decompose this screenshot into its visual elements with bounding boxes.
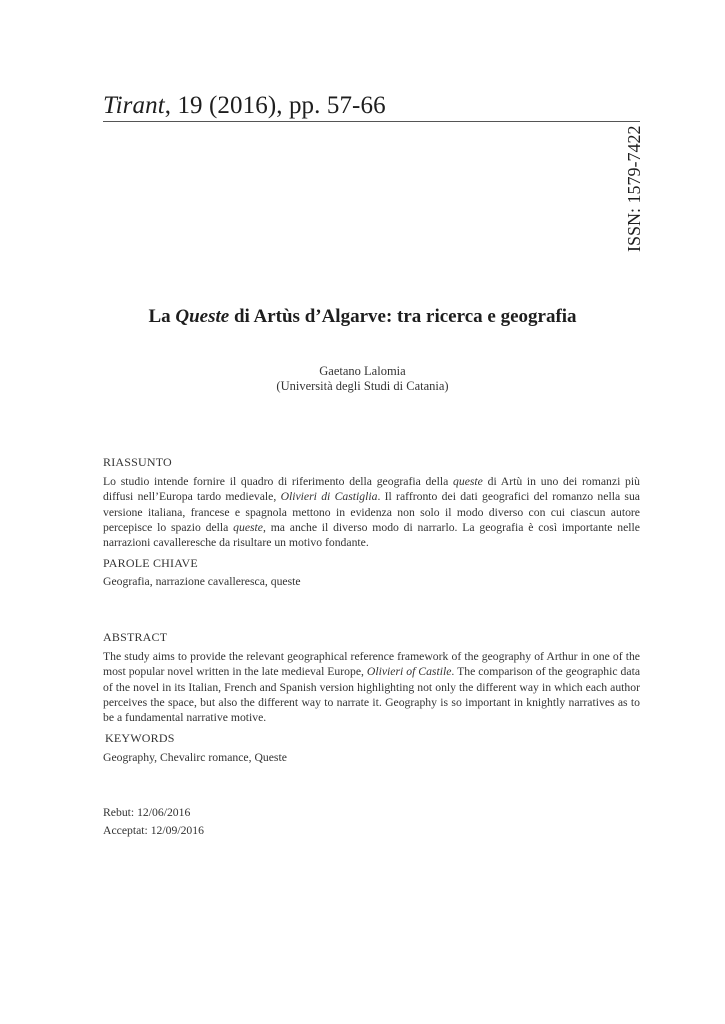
text-run: di Artù in uno dei romanzi più diffusi nell’Europa tardo medievale,	[103, 475, 640, 504]
text-run-italic: Olivieri di Castiglia	[280, 490, 378, 504]
journal-citation-header	[103, 92, 386, 120]
article-title	[0, 306, 725, 328]
date-accepted: Acceptat: 12/09/2016	[103, 824, 204, 837]
author-name: Gaetano Lalomia	[319, 364, 406, 378]
text-run: The study aims to provide the relevant geographical reference framework of the geography of Arthur in one of the most popular novel written in the late medieval Europe,	[103, 650, 640, 679]
text-run: . Il raffronto dei dati geografici del romanzo nella sua versione italiana, francese e spagnola mettono in evidenza non solo il modo diverso con cui ciascun autore percepisce lo spazio della	[103, 490, 640, 534]
text-run: . The comparison of the geographic data of the novel in its Italian, French and Spanish version highlighting not only the different way in which each author perceives the space, but also the different way to narrate it. Geography is so important in knightly narratives as to be a fundamental narrative motive.	[103, 665, 641, 725]
keywords-text: Geography, Chevalirc romance, Queste	[103, 751, 287, 764]
parole-chiave-text: Geografia, narrazione cavalleresca, queste	[103, 575, 301, 588]
abstract-paragraph	[103, 649, 640, 725]
abstract-heading: ABSTRACT	[103, 630, 168, 644]
text-run-italic: Olivieri of Castile	[366, 665, 452, 679]
riassunto-paragraph	[103, 474, 640, 550]
riassunto-heading: RIASSUNTO	[103, 455, 172, 469]
journal-volume-pages: , 19 (2016), pp. 57-66	[164, 92, 386, 119]
header-divider	[103, 121, 640, 122]
keywords-heading: KEYWORDS	[105, 731, 175, 745]
text-run: , ma anche il diverso modo di narrarlo. La geografia è così importante nelle narrazioni cavalleresche da risultare un motivo fondante.	[103, 520, 640, 550]
title-italic-part: Queste	[175, 306, 230, 327]
author-affiliation: (Università degli Studi di Catania)	[276, 379, 449, 393]
journal-name: Tirant	[103, 92, 165, 119]
text-run-italic: queste	[453, 475, 483, 488]
date-received: Rebut: 12/06/2016	[103, 806, 191, 819]
title-part: La	[148, 306, 176, 327]
parole-chiave-heading: PAROLE CHIAVE	[103, 556, 198, 570]
issn-text: ISSN: 1579-7422	[624, 125, 644, 252]
text-run: Lo studio intende fornire il quadro di riferimento della geografia della	[103, 475, 453, 488]
title-part: di Artùs d’Algarve: tra ricerca e geografia	[229, 306, 577, 327]
issn-vertical	[621, 125, 651, 252]
text-run-italic: queste	[233, 520, 263, 534]
